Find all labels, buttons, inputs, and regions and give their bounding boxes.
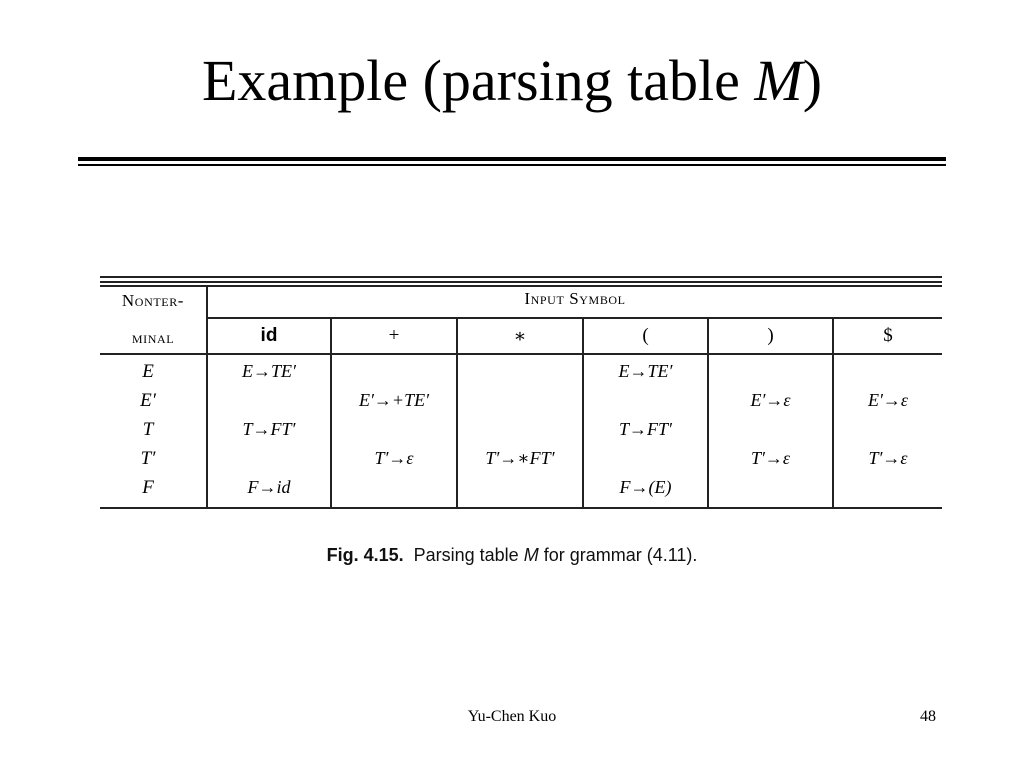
figure-caption: [0, 545, 1024, 566]
table-cell-production: F→id: [247, 477, 291, 497]
nonterm-divider: [206, 285, 208, 507]
row-nonterminal: T′: [140, 448, 156, 469]
table-cell-production: F→(E): [619, 477, 672, 497]
column-header-id: id: [260, 325, 278, 346]
table-cell-production: E′→+TE′: [358, 390, 430, 410]
table-cell-production: E′→ε: [750, 390, 791, 410]
column-header-plus: +: [388, 325, 400, 346]
row-nonterminal: T: [142, 419, 154, 440]
table-top-rule-2: [100, 281, 942, 283]
title-close: ): [802, 48, 823, 113]
table-cell-production: T→FT′: [619, 419, 672, 439]
table-top-rule-1: [100, 276, 942, 278]
row-nonterminal: E: [142, 361, 154, 382]
title-text: Example (parsing table: [201, 48, 755, 113]
column-header-star: ∗: [513, 326, 527, 347]
title-rule-thick: [78, 157, 946, 161]
table-cell-production: E→TE′: [242, 361, 296, 381]
parsing-table-figure: [100, 274, 942, 514]
column-header-lparen: (: [642, 325, 649, 346]
table-cell-production: T′→∗FT′: [485, 448, 555, 468]
table-cell-production: T→FT′: [242, 419, 296, 439]
row-nonterminal: F: [142, 477, 154, 498]
caption-text-after: for grammar (4.11).: [538, 545, 698, 565]
title-italic: M: [754, 48, 803, 113]
table-cell-production: T′→ε: [374, 448, 414, 468]
table-top-rule-3: [100, 285, 942, 287]
table-cell-production: E→TE′: [618, 361, 673, 381]
table-cell-production: E′→ε: [867, 390, 909, 410]
caption-italic: M: [523, 545, 539, 565]
column-header-rparen: ): [767, 325, 774, 346]
table-bottom-rule: [100, 507, 942, 509]
footer-page-number: 48: [920, 708, 936, 725]
header-input-symbol: Input Symbol: [524, 289, 626, 308]
title-rule-thin: [78, 164, 946, 166]
header-nonterminal-line2: minal: [131, 328, 175, 347]
slide-title: [0, 48, 1024, 115]
row-nonterminal: E′: [140, 390, 156, 411]
footer-author: Yu-Chen Kuo: [467, 708, 557, 725]
caption-text-before: Parsing table: [413, 545, 524, 565]
column-header-dollar: $: [883, 325, 893, 346]
caption-label: Fig. 4.15.: [326, 545, 404, 565]
header-nonterminal-line1: Nonter-: [121, 291, 185, 310]
header-bottom-rule: [100, 353, 942, 355]
table-cell-production: T′→ε: [868, 448, 908, 468]
table-cell-production: T′→ε: [750, 448, 791, 468]
